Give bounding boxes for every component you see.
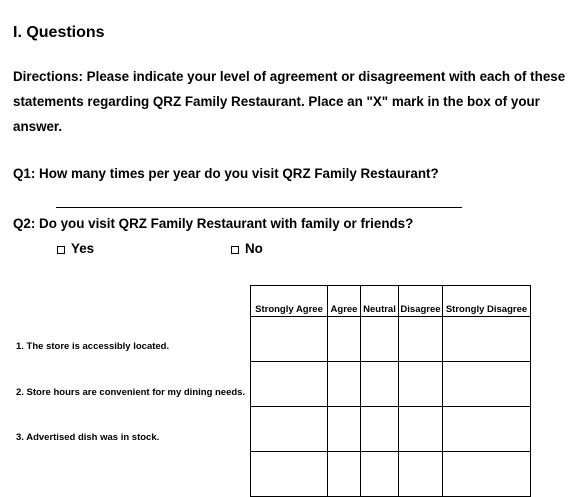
- column-neutral: Neutral: [361, 286, 399, 317]
- rating-cell[interactable]: [443, 452, 531, 497]
- rating-cell[interactable]: [399, 452, 443, 497]
- rating-cell[interactable]: [399, 407, 443, 452]
- rating-table: [250, 285, 531, 497]
- rating-cell[interactable]: [443, 407, 531, 452]
- statement-3: 3. Advertised dish was in stock.: [16, 432, 160, 443]
- rating-cell[interactable]: [328, 317, 361, 362]
- option-no[interactable]: [231, 241, 263, 256]
- table-row: [251, 452, 531, 497]
- rating-cell[interactable]: [251, 362, 328, 407]
- table-row: [251, 407, 531, 452]
- rating-cell[interactable]: [251, 452, 328, 497]
- rating-cell[interactable]: [399, 362, 443, 407]
- option-yes[interactable]: [57, 241, 94, 256]
- table-row: [251, 317, 531, 362]
- option-yes-label: Yes: [71, 241, 95, 256]
- question-1: Q1: How many times per year do you visit QRZ Family Restaurant?: [13, 166, 439, 181]
- rating-cell[interactable]: [361, 362, 399, 407]
- question-2: Q2: Do you visit QRZ Family Restaurant with family or friends?: [13, 216, 414, 231]
- rating-cell[interactable]: [361, 317, 399, 362]
- statement-1: 1. The store is accessibly located.: [16, 341, 170, 352]
- option-no-label: No: [245, 241, 263, 256]
- section-heading: I. Questions: [13, 24, 105, 41]
- rating-cell[interactable]: [328, 362, 361, 407]
- rating-cell[interactable]: [328, 452, 361, 497]
- rating-cell[interactable]: [443, 317, 531, 362]
- rating-cell[interactable]: [399, 317, 443, 362]
- rating-cell[interactable]: [361, 407, 399, 452]
- table-row: [251, 362, 531, 407]
- statement-2: 2. Store hours are convenient for my dining needs.: [16, 387, 246, 398]
- rating-cell[interactable]: [361, 452, 399, 497]
- yes-checkbox[interactable]: [57, 246, 65, 254]
- column-agree: Agree: [328, 286, 361, 317]
- rating-cell[interactable]: [251, 407, 328, 452]
- rating-cell[interactable]: [251, 317, 328, 362]
- column-disagree: Disagree: [399, 286, 443, 317]
- q1-answer-line[interactable]: [56, 207, 462, 208]
- rating-cell[interactable]: [328, 407, 361, 452]
- rating-cell[interactable]: [443, 362, 531, 407]
- column-strongly-agree: Strongly Agree: [251, 286, 328, 317]
- no-checkbox[interactable]: [231, 246, 239, 254]
- directions-text: Directions: Please indicate your level of agreement or disagreement with each of these statements regarding QRZ Family Restaurant. Place an "X" mark in the box of your answer.: [13, 69, 566, 134]
- column-strongly-disagree: Strongly Disagree: [443, 286, 531, 317]
